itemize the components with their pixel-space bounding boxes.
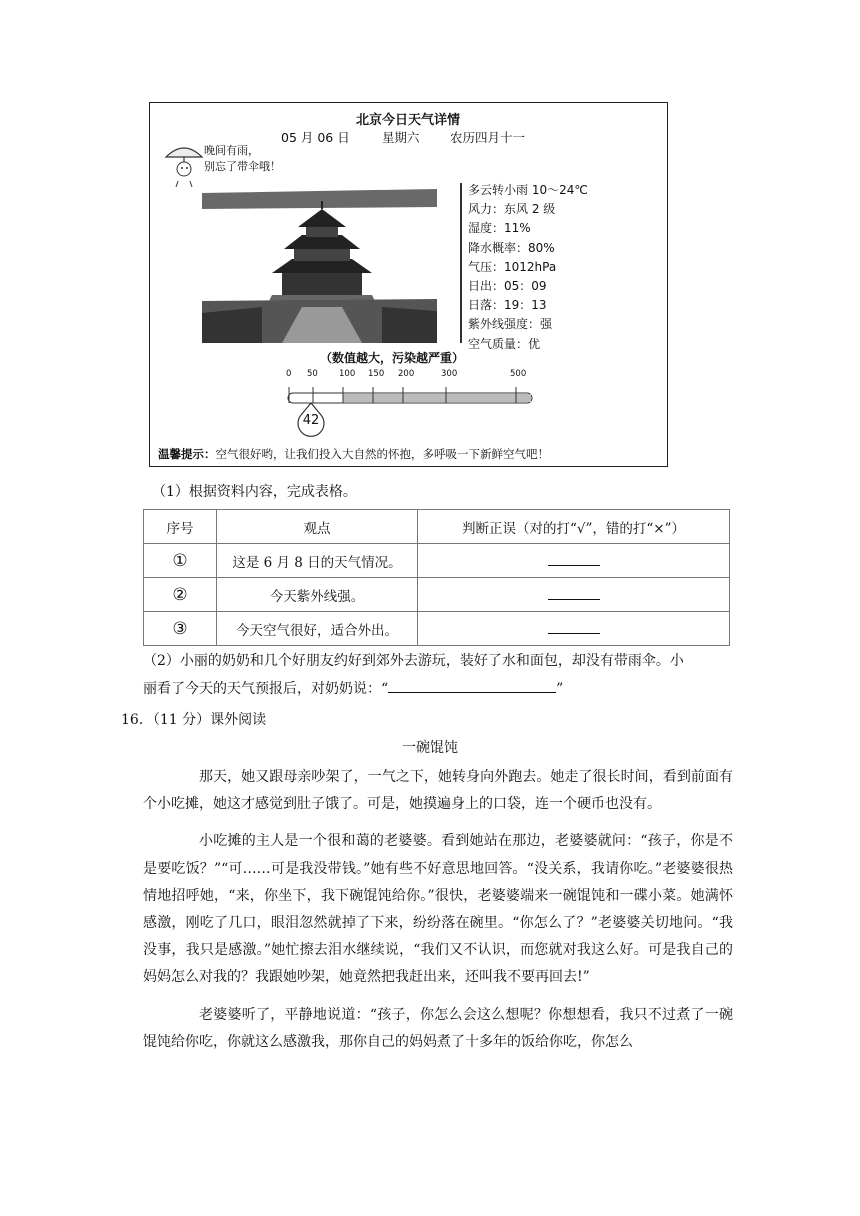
scale-tick: 0 xyxy=(286,369,292,379)
umbrella-mascot-icon xyxy=(162,139,206,189)
scale-tick: 50 xyxy=(307,369,318,379)
tip-label: 温馨提示： xyxy=(158,447,216,461)
warm-tip xyxy=(158,446,549,462)
story-paragraph: 小吃摊的主人是一个很和蔼的老婆婆。看到她站在那边，老婆婆就问：“孩子，你是不是要吃饭？”“可……可是我没带钱。”她有些不好意思地回答。“没关系，我请你吃。”老婆婆很热情地招呼她，“来，你坐下，我下碗馄饨给你。”很快，老婆婆端来一碗馄饨和一碟小菜。她满怀感激，刚吃了几口，眼泪忽然就掉了下来，纷纷落在碗里。“你怎么了？”老婆婆关切地问。“我没事，我只是感激。”她忙擦去泪水继续说，“我们又不认识，而您就对我这么好。可是我自己的妈妈怎么对我的？我跟她吵架，她竟然把我赶出来，还叫我不要再回去!” xyxy=(143,833,733,986)
card-bubble: 晚间有雨， 别忘了带伞哦！ xyxy=(204,144,281,173)
weather-details xyxy=(468,181,588,354)
weather-card xyxy=(149,102,668,467)
row-number: ③ xyxy=(144,612,217,646)
scale-note: （数值越大，污染越严重） xyxy=(320,351,465,365)
question1-prompt: （1）根据资料内容，完成表格。 xyxy=(152,484,357,500)
aqi-scale-bar xyxy=(286,379,536,441)
card-lunar: 农历四月十一 xyxy=(450,130,526,145)
story-paragraph: 老婆婆听了，平静地说道：“孩子，你怎么会这么想呢？你想想看，我只不过煮了一碗馄饨给你吃，你就这么感激我，那你自己的妈妈煮了十多年的饭给你吃，你怎么 xyxy=(143,1006,733,1050)
detail-line: 日出：05：09 xyxy=(468,279,547,294)
detail-line: 空气质量：优 xyxy=(468,336,541,351)
question2-line1: （2）小丽的奶奶和几个好朋友约好到郊外去游玩，装好了水和面包，却没有带雨伞。小 xyxy=(143,653,684,669)
scale-tick: 100 xyxy=(339,369,356,379)
detail-line: 湿度：11% xyxy=(468,221,531,236)
question2 xyxy=(143,647,733,703)
row-number: ① xyxy=(144,544,217,578)
row-view: 这是 6 月 8 日的天气情况。 xyxy=(217,544,418,578)
aqi-value: 42 xyxy=(302,413,320,428)
tip-text: 空气很好哟，让我们投入大自然的怀抱，多呼吸一下新鲜空气吧！ xyxy=(215,447,549,461)
story-paragraph: 那天，她又跟母亲吵架了，一气之下，她转身向外跑去。她走了很长时间，看到前面有个小吃摊，她这才感觉到肚子饿了。可是，她摸遍身上的口袋，连一个硬币也没有。 xyxy=(143,769,733,813)
answer-blank[interactable] xyxy=(418,544,730,578)
detail-line: 风力：东风 2 级 xyxy=(468,202,556,217)
card-date: 05 月 06 日 xyxy=(281,130,350,145)
detail-line: 降水概率：80% xyxy=(468,240,555,255)
scale-tick: 200 xyxy=(398,369,415,379)
question16-heading: 16．（11 分）课外阅读 xyxy=(121,712,267,728)
table-row xyxy=(144,578,730,612)
answer-blank[interactable] xyxy=(418,578,730,612)
card-title: 北京今日天气详情 xyxy=(355,113,460,128)
answer-blank[interactable] xyxy=(388,680,556,693)
table-header: 序号 xyxy=(144,510,217,544)
scale-tick: 500 xyxy=(510,369,527,379)
row-view: 今天空气很好，适合外出。 xyxy=(217,612,418,646)
answer-blank[interactable] xyxy=(418,612,730,646)
detail-line: 紫外线强度：强 xyxy=(468,317,553,332)
table-row xyxy=(144,612,730,646)
story-title: 一碗馄饨 xyxy=(402,740,458,756)
table-header: 判断正误（对的打“√”，错的打“×”） xyxy=(418,510,730,544)
table-row xyxy=(144,544,730,578)
scale-tick: 150 xyxy=(368,369,385,379)
table-header: 观点 xyxy=(217,510,418,544)
card-weekday: 星期六 xyxy=(382,130,420,145)
details-divider xyxy=(460,183,462,343)
judgement-table xyxy=(143,509,730,646)
detail-line: 多云转小雨 10～24℃ xyxy=(468,183,588,197)
question2-line2: 丽看了今天的天气预报后，对奶奶说：“ ” xyxy=(143,681,564,697)
detail-line: 气压：1012hPa xyxy=(468,259,557,274)
row-view: 今天紫外线强。 xyxy=(217,578,418,612)
scale-tick: 300 xyxy=(441,369,458,379)
row-number: ② xyxy=(144,578,217,612)
table-header-row xyxy=(144,510,730,544)
story-body xyxy=(143,764,733,1056)
detail-line: 日落：19：13 xyxy=(468,298,547,313)
temple-of-heaven-photo xyxy=(202,183,437,343)
